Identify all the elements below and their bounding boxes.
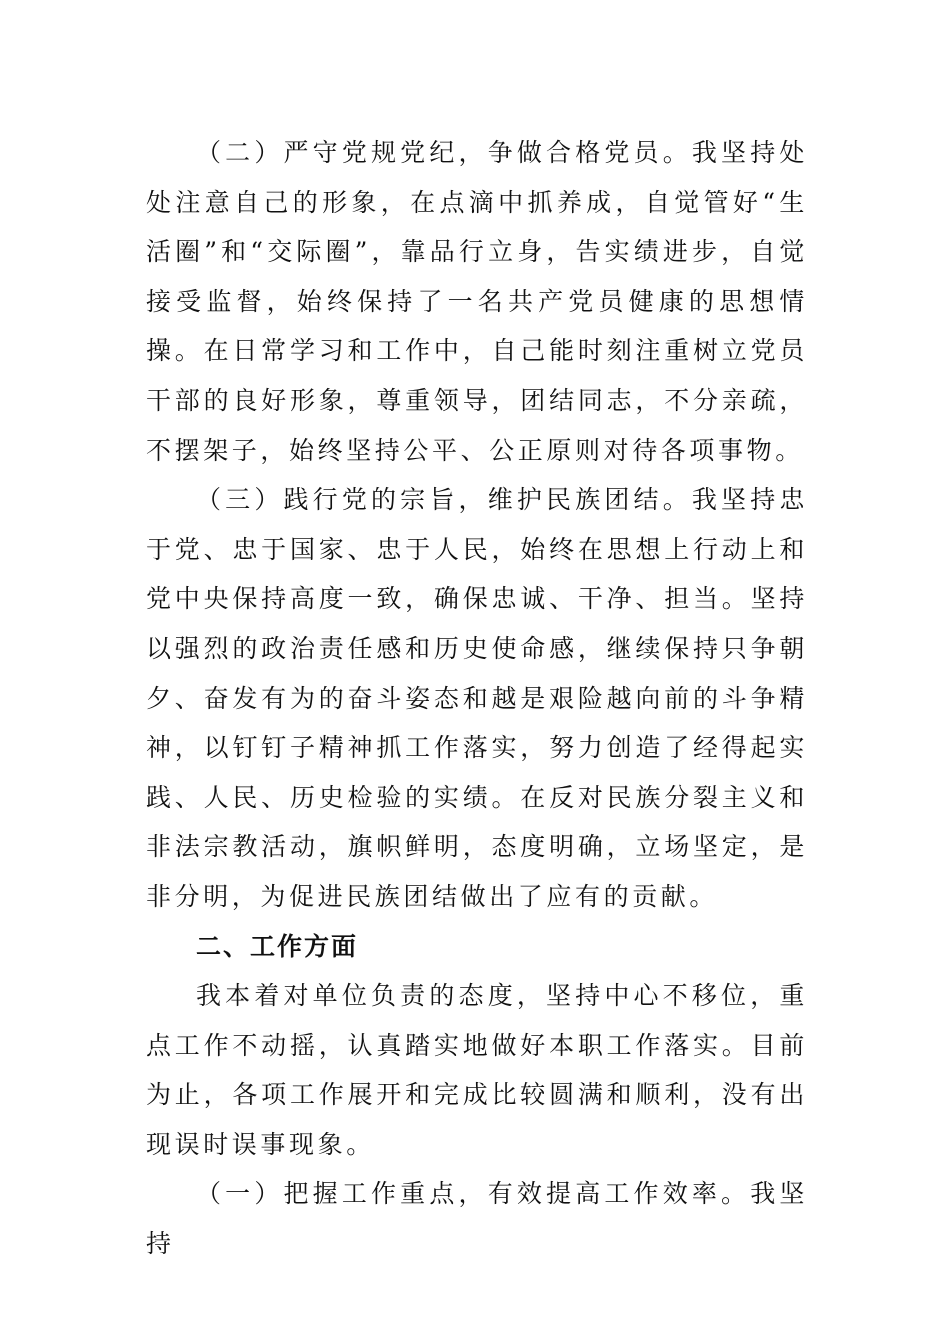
paragraph-work-focus: （一）把握工作重点，有效提高工作效率。我坚持 [146, 1179, 808, 1259]
section-heading-work: 二、工作方面 [196, 931, 359, 961]
paragraph-work-attitude: 我本着对单位负责的态度，坚持中心不移位，重点工作不动摇，认真踏实地做好本职工作落实。目前为止，各项工作展开和完成比较圆满和顺利，没有出现误时误事现象。 [146, 981, 808, 1159]
paragraph-party-purpose: （三）践行党的宗旨，维护民族团结。我坚持忠于党、忠于国家、忠于人民，始终在思想上行动上和党中央保持高度一致，确保忠诚、干净、担当。坚持以强烈的政治责任感和历史使命感，继续保持只争朝夕、奋发有为的奋斗姿态和越是艰险越向前的斗争精神，以钉钉子精神抓工作落实，努力创造了经得起实践、人民、历史检验的实绩。在反对民族分裂主义和非法宗教活动，旗帜鲜明，态度明确，立场坚定，是非分明，为促进民族团结做出了应有的贡献。 [146, 485, 808, 911]
paragraph-party-discipline: （二）严守党规党纪，争做合格党员。我坚持处处注意自己的形象，在点滴中抓养成，自觉管好“生活圈”和“交际圈”，靠品行立身，告实绩进步，自觉接受监督，始终保持了一名共产党员健康的思想情操。在日常学习和工作中，自己能时刻注重树立党员干部的良好形象，尊重领导，团结同志，不分亲疏，不摆架子，始终坚持公平、公正原则对待各项事物。 [146, 138, 808, 465]
document-body [146, 128, 808, 1269]
